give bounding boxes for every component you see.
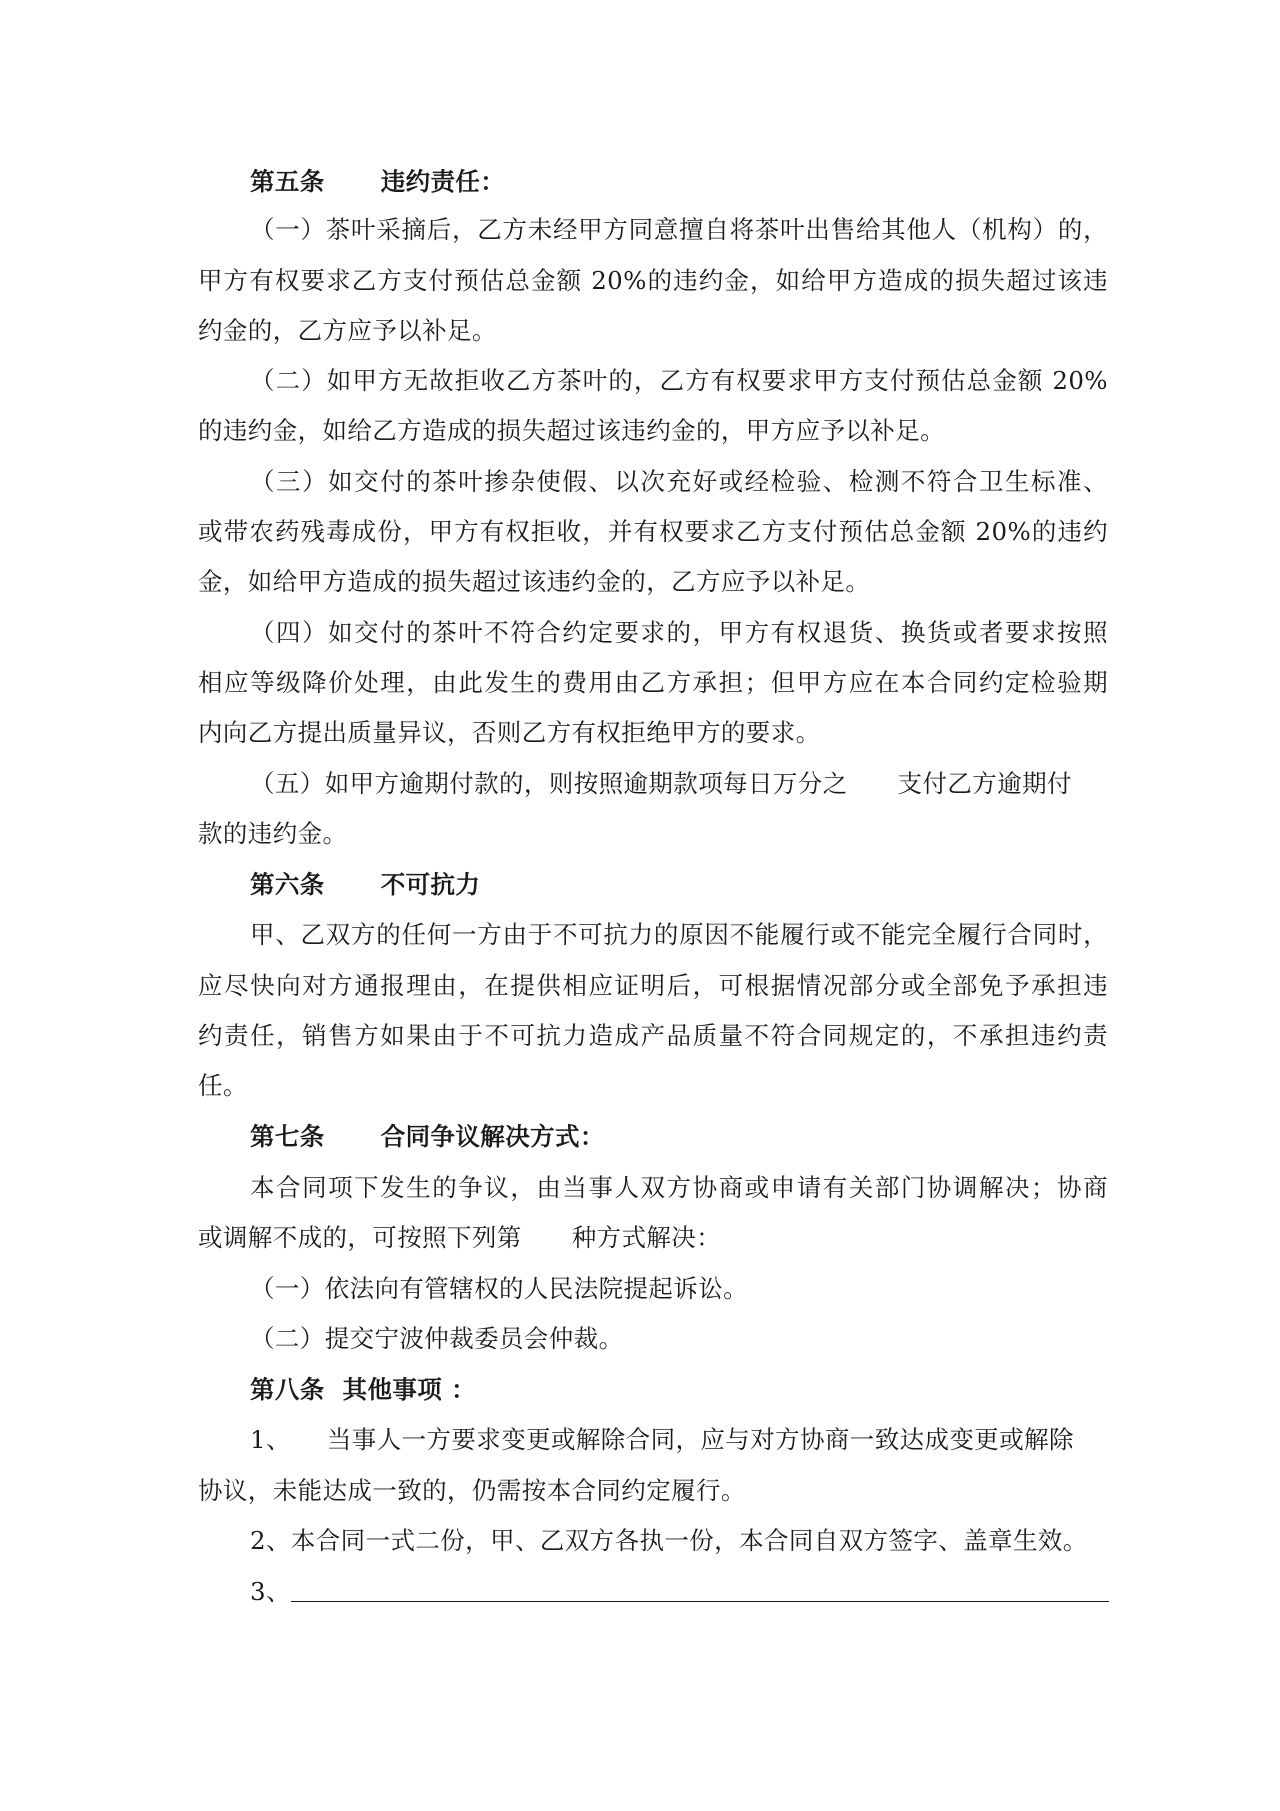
article-8-item-1-line-2: 协议，未能达成一致的，仍需按本合同约定履行。	[198, 1476, 746, 1505]
clause-5-3-line-1: （三）如交付的茶叶掺杂使假、以次充好或经检验、检测不符合卫生标准、	[250, 467, 1108, 496]
item-number: 3、	[250, 1577, 291, 1606]
article-6-heading	[250, 869, 1160, 901]
clause-text: 或调解不成的，可按照下列第	[198, 1223, 522, 1252]
article-number: 第七条	[250, 1122, 325, 1151]
item-number: 1、	[250, 1425, 291, 1454]
clause-5-5-line-2: 款的违约金。	[198, 819, 348, 848]
article-8-heading: 第八条 其他事项 ：	[250, 1375, 476, 1404]
clause-5-3-line-3: 金，如给甲方造成的损失超过该违约金的，乙方应予以补足。	[198, 567, 871, 596]
clause-text: 支付乙方逾期付	[897, 769, 1072, 798]
article-title: 合同争议解决方式：	[380, 1122, 605, 1151]
article-7-heading	[250, 1121, 1160, 1153]
article-6-line-2: 应尽快向对方通报理由，在提供相应证明后，可根据情况部分或全部免予承担违	[198, 971, 1108, 1000]
clause-5-1-line-2: 甲方有权要求乙方支付预估总金额 20%的违约金，如给甲方造成的损失超过该违	[198, 266, 1108, 295]
clause-text: 种方式解决：	[571, 1223, 722, 1252]
article-6-line-1: 甲、乙双方的任何一方由于不可抗力的原因不能履行或不能完全履行合同时，	[250, 920, 1108, 949]
clause-5-1-line-3: 约金的，乙方应予以补足。	[198, 316, 497, 345]
clause-5-2-line-2: 的违约金，如给乙方造成的损失超过该违约金的，甲方应予以补足。	[198, 416, 945, 445]
article-6-line-3: 约责任，销售方如果由于不可抗力造成产品质量不符合同规定的，不承担违约责	[198, 1021, 1108, 1050]
clause-5-4-line-2: 相应等级降价处理，由此发生的费用由乙方承担；但甲方应在本合同约定检验期	[198, 668, 1108, 697]
clause-5-4-line-1: （四）如交付的茶叶不符合约定要求的，甲方有权退货、换货或者要求按照	[250, 618, 1108, 647]
clause-5-4-line-3: 内向乙方提出质量异议，否则乙方有权拒绝甲方的要求。	[198, 718, 821, 747]
article-5-heading	[250, 166, 1160, 198]
clause-5-5-line-1	[250, 768, 1160, 800]
article-title: 不可抗力	[380, 870, 481, 899]
fill-in-line	[291, 1577, 1109, 1602]
article-7-option-2: （二）提交宁波仲裁委员会仲裁。	[250, 1324, 624, 1353]
clause-5-2-line-1: （二）如甲方无故拒收乙方茶叶的，乙方有权要求甲方支付预估总金额 20%	[250, 366, 1108, 395]
article-8-item-2: 2、本合同一式二份，甲、乙双方各执一份，本合同自双方签字、盖章生效。	[250, 1526, 1088, 1555]
article-number: 第六条	[250, 870, 325, 899]
clause-5-1-line-1: （一）茶叶采摘后，乙方未经甲方同意擅自将茶叶出售给其他人（机构）的，	[250, 215, 1108, 244]
clause-5-3-line-2: 或带农药残毒成份，甲方有权拒收，并有权要求乙方支付预估总金额 20%的违约	[198, 517, 1108, 546]
clause-text: （五）如甲方逾期付款的，则按照逾期款项每日万分之	[250, 769, 848, 798]
article-title: 违约责任：	[380, 167, 506, 196]
article-7-line-2	[198, 1222, 1108, 1254]
article-7-option-1: （一）依法向有管辖权的人民法院提起诉讼。	[250, 1274, 748, 1303]
article-8-item-1-line-1	[250, 1424, 1160, 1456]
article-6-line-4: 任。	[198, 1071, 248, 1100]
article-number: 第五条	[250, 167, 325, 196]
item-text: 当事人一方要求变更或解除合同，应与对方协商一致达成变更或解除	[326, 1425, 1074, 1454]
article-8-item-3	[250, 1576, 1160, 1608]
article-7-line-1: 本合同项下发生的争议，由当事人双方协商或申请有关部门协调解决；协商	[250, 1173, 1108, 1202]
